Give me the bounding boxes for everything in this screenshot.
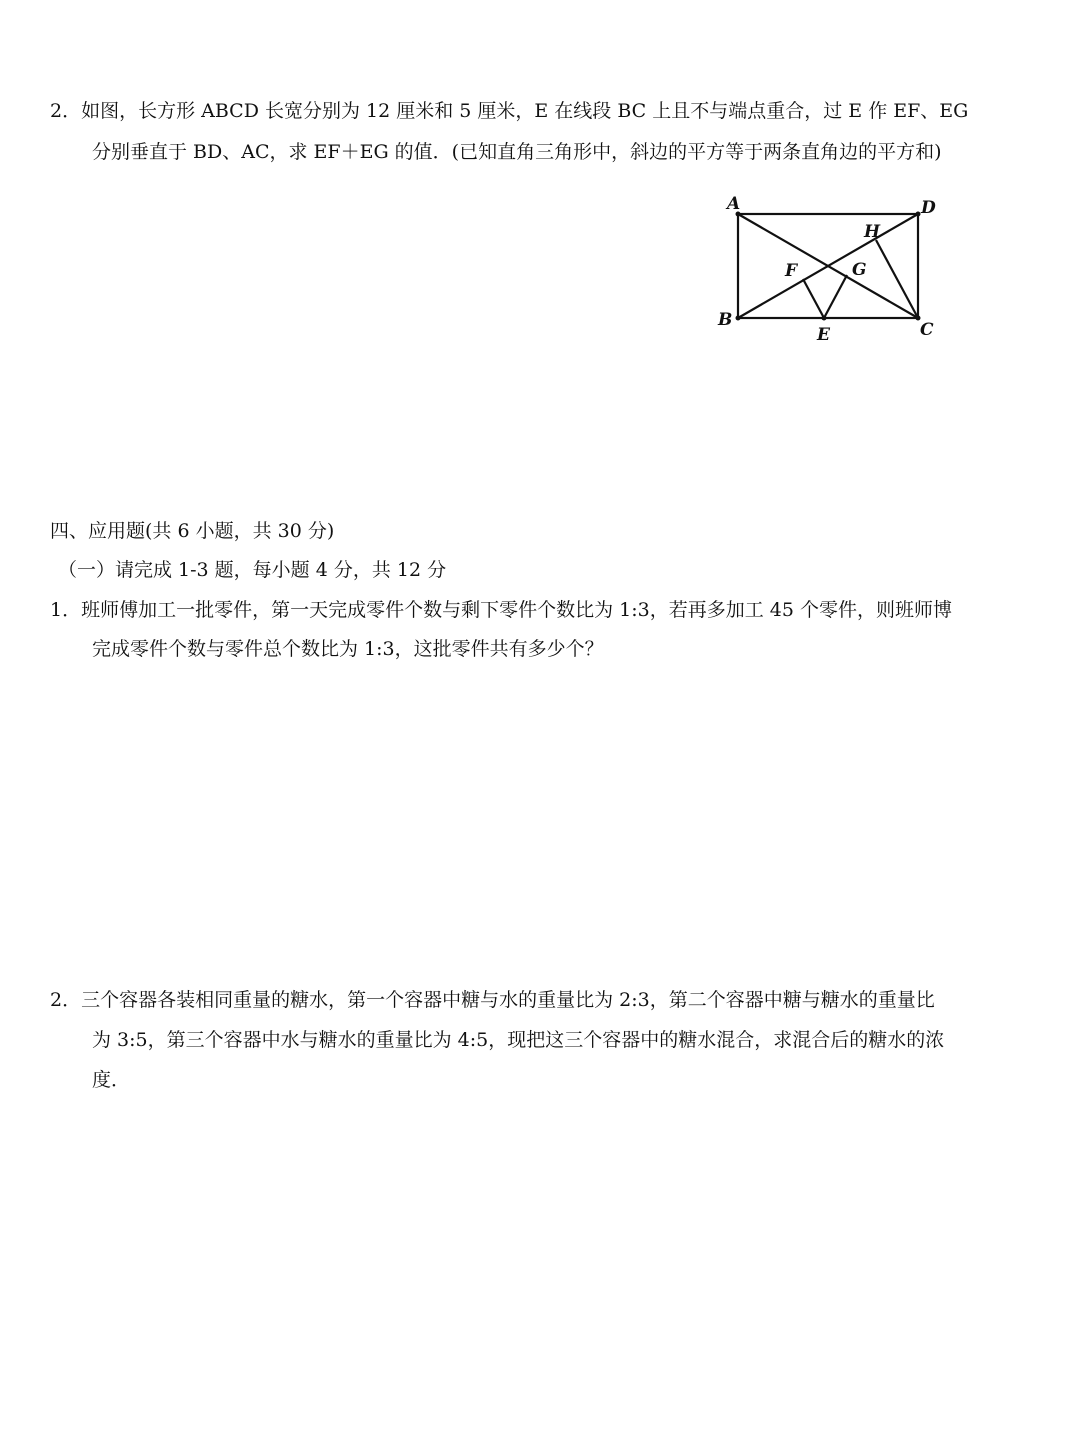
point-d [916, 212, 921, 217]
section-4-heading: 四、应用题(共 6 小题，共 30 分) [50, 520, 335, 542]
app-question-2-line-3: 度． [92, 1069, 131, 1091]
label-b: B [718, 310, 733, 330]
label-a: A [727, 194, 741, 214]
rectangle-figure-svg [700, 185, 960, 355]
rectangle-figure [700, 185, 960, 355]
segment-ef [803, 279, 824, 318]
geo-question-2-line-1: 2．如图，长方形 ABCD 长宽分别为 12 厘米和 5 厘米，E 在线段 BC 上且不与端点重合，过 E 作 EF、EG [50, 100, 969, 122]
label-f: F [785, 261, 798, 281]
label-e: E [817, 325, 830, 345]
label-g: G [852, 260, 867, 280]
label-c: C [920, 320, 934, 340]
geo-question-2-line-2: 分别垂直于 BD、AC，求 EF＋EG 的值．(已知直角三角形中，斜边的平方等于两条直角边的平方和) [92, 141, 942, 163]
app-question-2-line-1: 2．三个容器各装相同重量的糖水，第一个容器中糖与水的重量比为 2:3，第二个容器中糖与糖水的重量比 [50, 989, 935, 1011]
segment-eg [824, 275, 847, 318]
point-b [736, 316, 741, 321]
app-question-1-line-1: 1．班师傅加工一批零件，第一天完成零件个数与剩下零件个数比为 1:3，若再多加工 45 个零件，则班师博 [50, 599, 952, 621]
app-question-1-line-2: 完成零件个数与零件总个数比为 1:3，这批零件共有多少个？ [92, 638, 604, 660]
label-h: H [864, 222, 881, 242]
section-4-subheading: （一）请完成 1-3 题，每小题 4 分，共 12 分 [58, 559, 447, 581]
point-e [822, 316, 827, 321]
app-question-2-line-2: 为 3:5，第三个容器中水与糖水的重量比为 4:5，现把这三个容器中的糖水混合，求混合后的糖水的浓 [92, 1029, 945, 1051]
label-d: D [921, 198, 936, 218]
